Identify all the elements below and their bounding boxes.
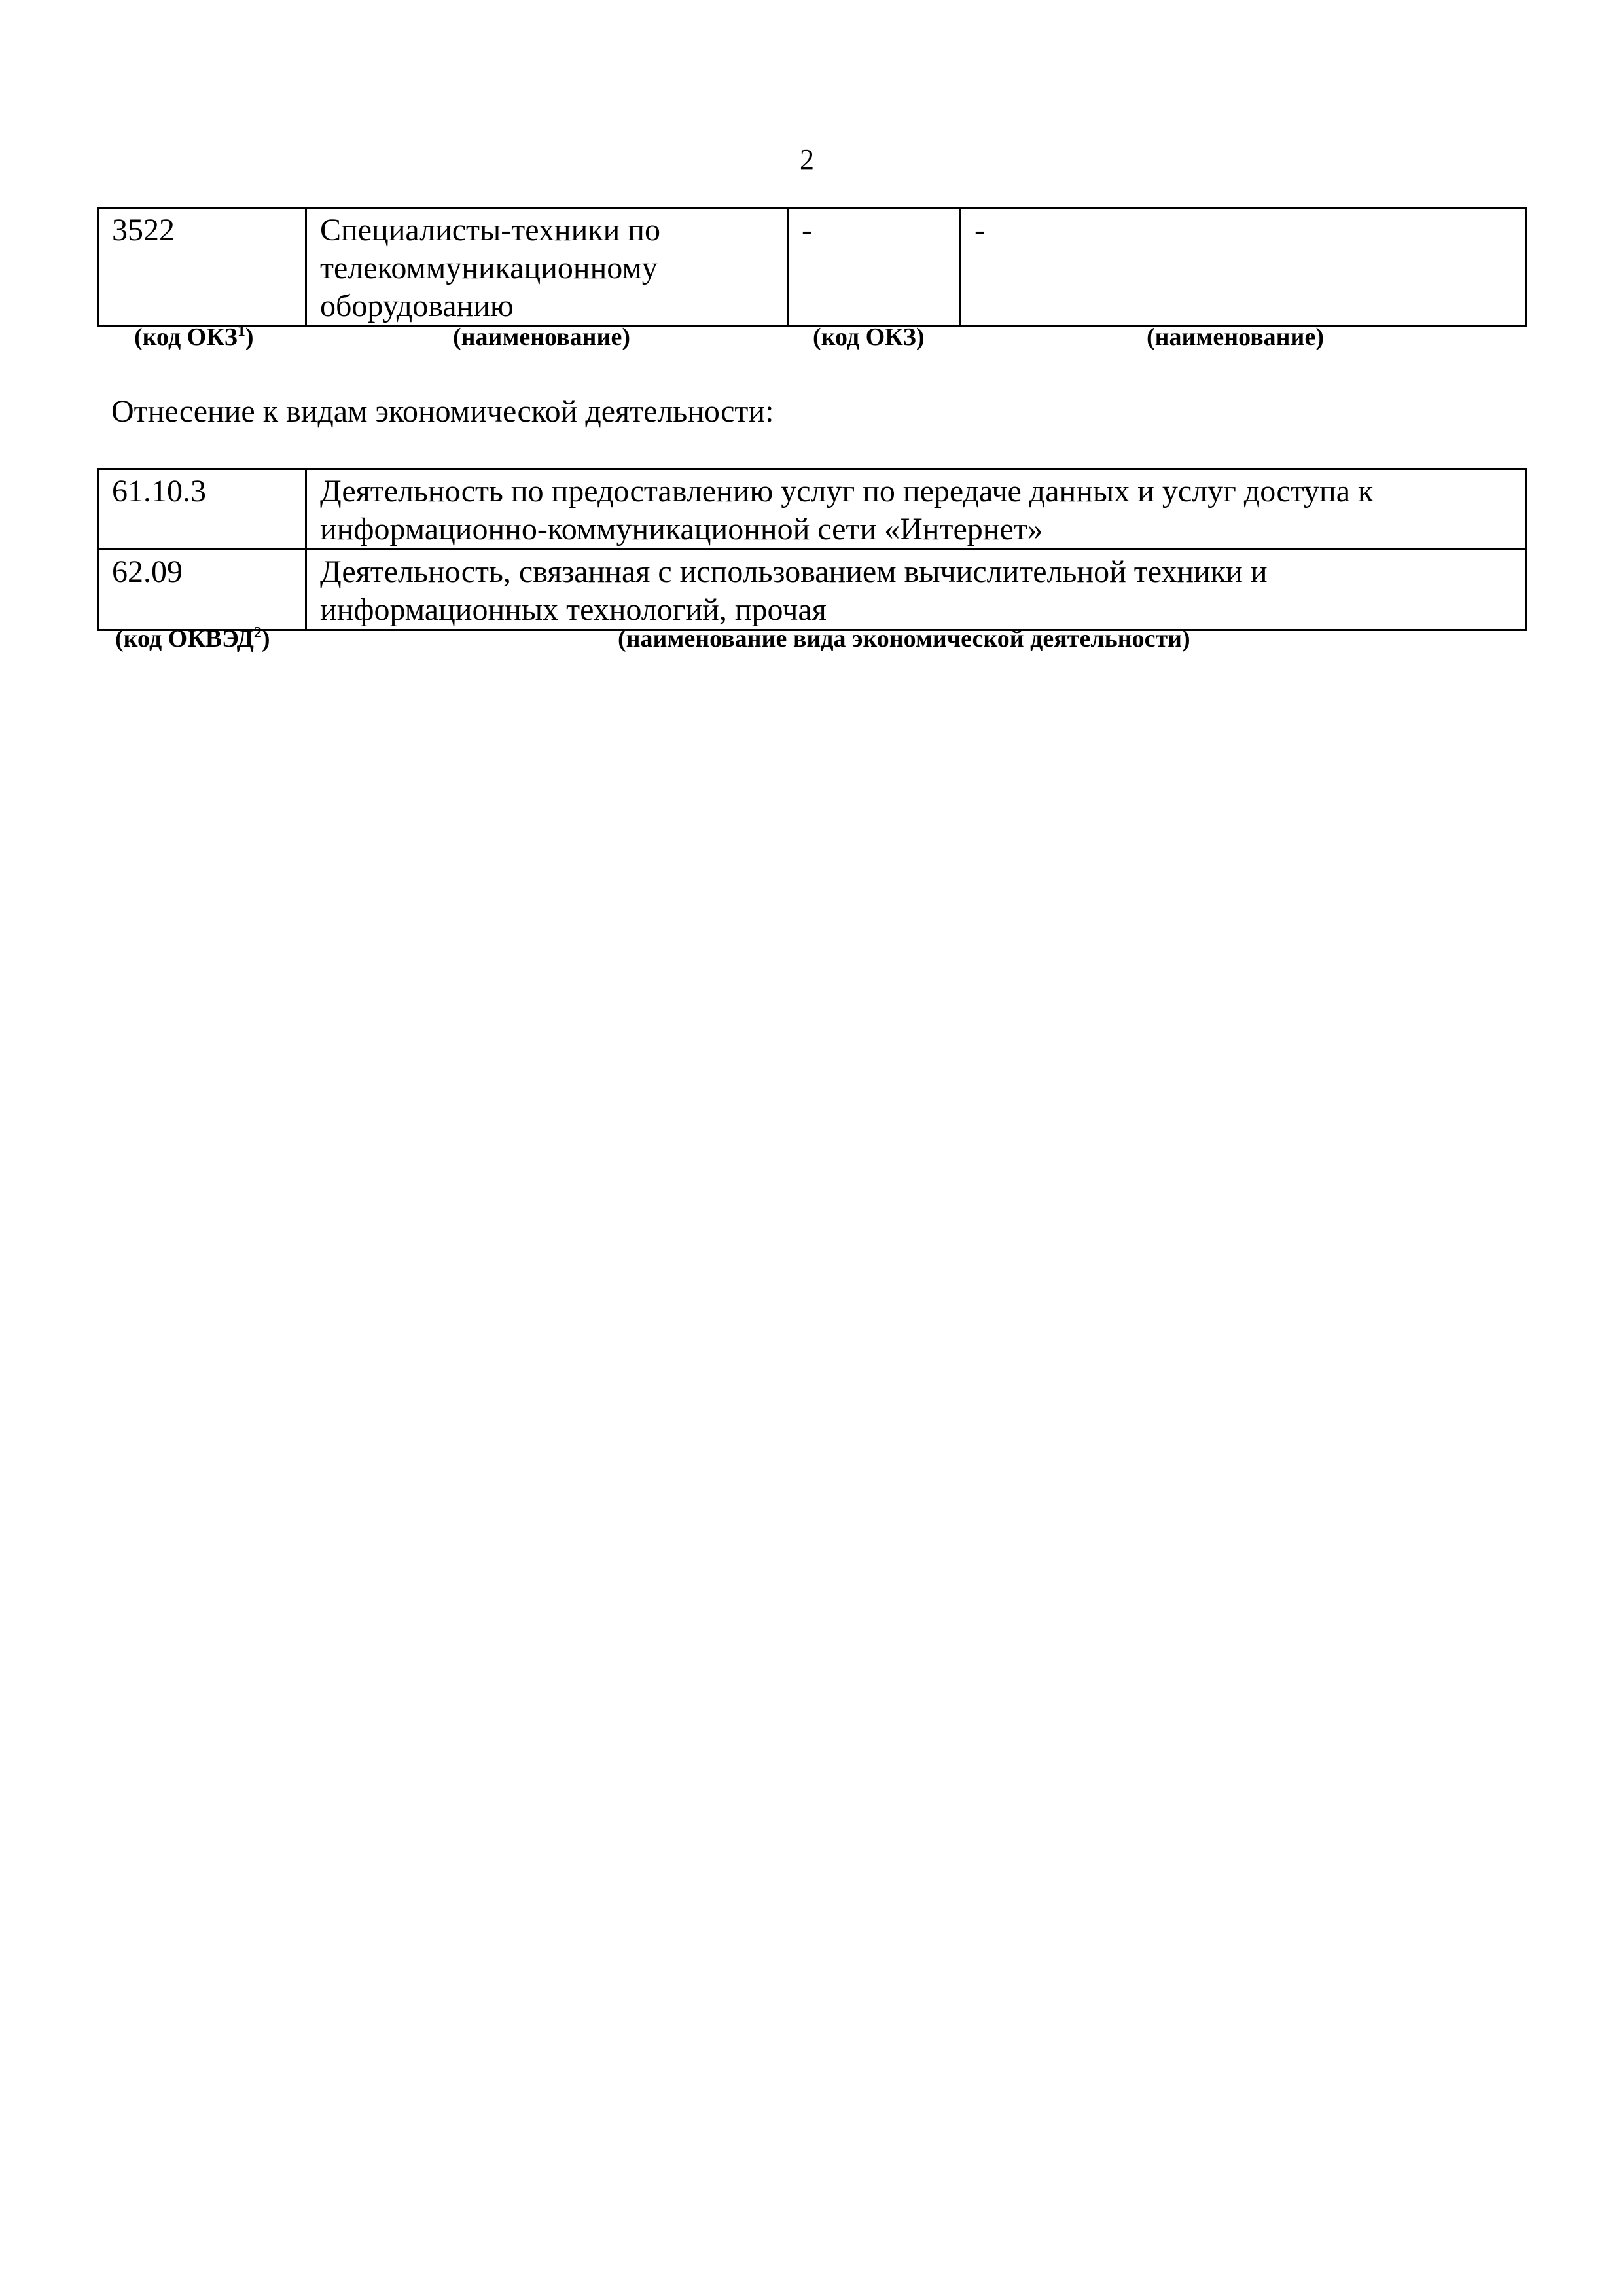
okz-name-cell-2: -: [961, 208, 1526, 327]
page-number: 2: [800, 143, 814, 175]
okz-table: [97, 207, 1527, 327]
section-heading: Отнесение к видам экономической деятельности:: [111, 394, 774, 429]
okz-code-caption-close: ): [245, 323, 254, 351]
okz-code-caption: [134, 325, 254, 350]
footnote-marker: 2: [253, 624, 262, 641]
okz-name-caption: (наименование): [453, 323, 630, 351]
okved-name-cell: Деятельность по предоставлению услуг по передаче данных и услуг доступа к информационно-коммуникационной сети «Интернет»: [306, 469, 1526, 550]
okved-name-cell: Деятельность, связанная с использованием вычислительной техники и информационных технологий, прочая: [306, 550, 1526, 630]
okved-code-cell: 61.10.3: [98, 469, 306, 550]
table-row: [98, 469, 1526, 550]
table-row: [98, 208, 1526, 327]
okved-code-cell: 62.09: [98, 550, 306, 630]
okved-code-caption-text: (код ОКВЭД: [115, 625, 254, 653]
okved-code-caption-close: ): [261, 625, 270, 653]
okz-name-caption-2: (наименование): [1147, 323, 1324, 351]
okved-code-caption: [115, 626, 270, 651]
okz-code-caption-2: (код ОКЗ): [813, 323, 925, 351]
okz-code-cell: 3522: [98, 208, 306, 327]
okz-code-caption-text: (код ОКЗ: [134, 323, 238, 351]
table-row: [98, 550, 1526, 630]
okved-table: [97, 468, 1527, 631]
okved-name-caption: (наименование вида экономической деятельности): [618, 625, 1190, 653]
footnote-marker: 1: [237, 323, 245, 340]
okz-name-cell: Специалисты-техники по телекоммуникационному оборудованию: [306, 208, 788, 327]
okz-code-cell-2: -: [788, 208, 961, 327]
